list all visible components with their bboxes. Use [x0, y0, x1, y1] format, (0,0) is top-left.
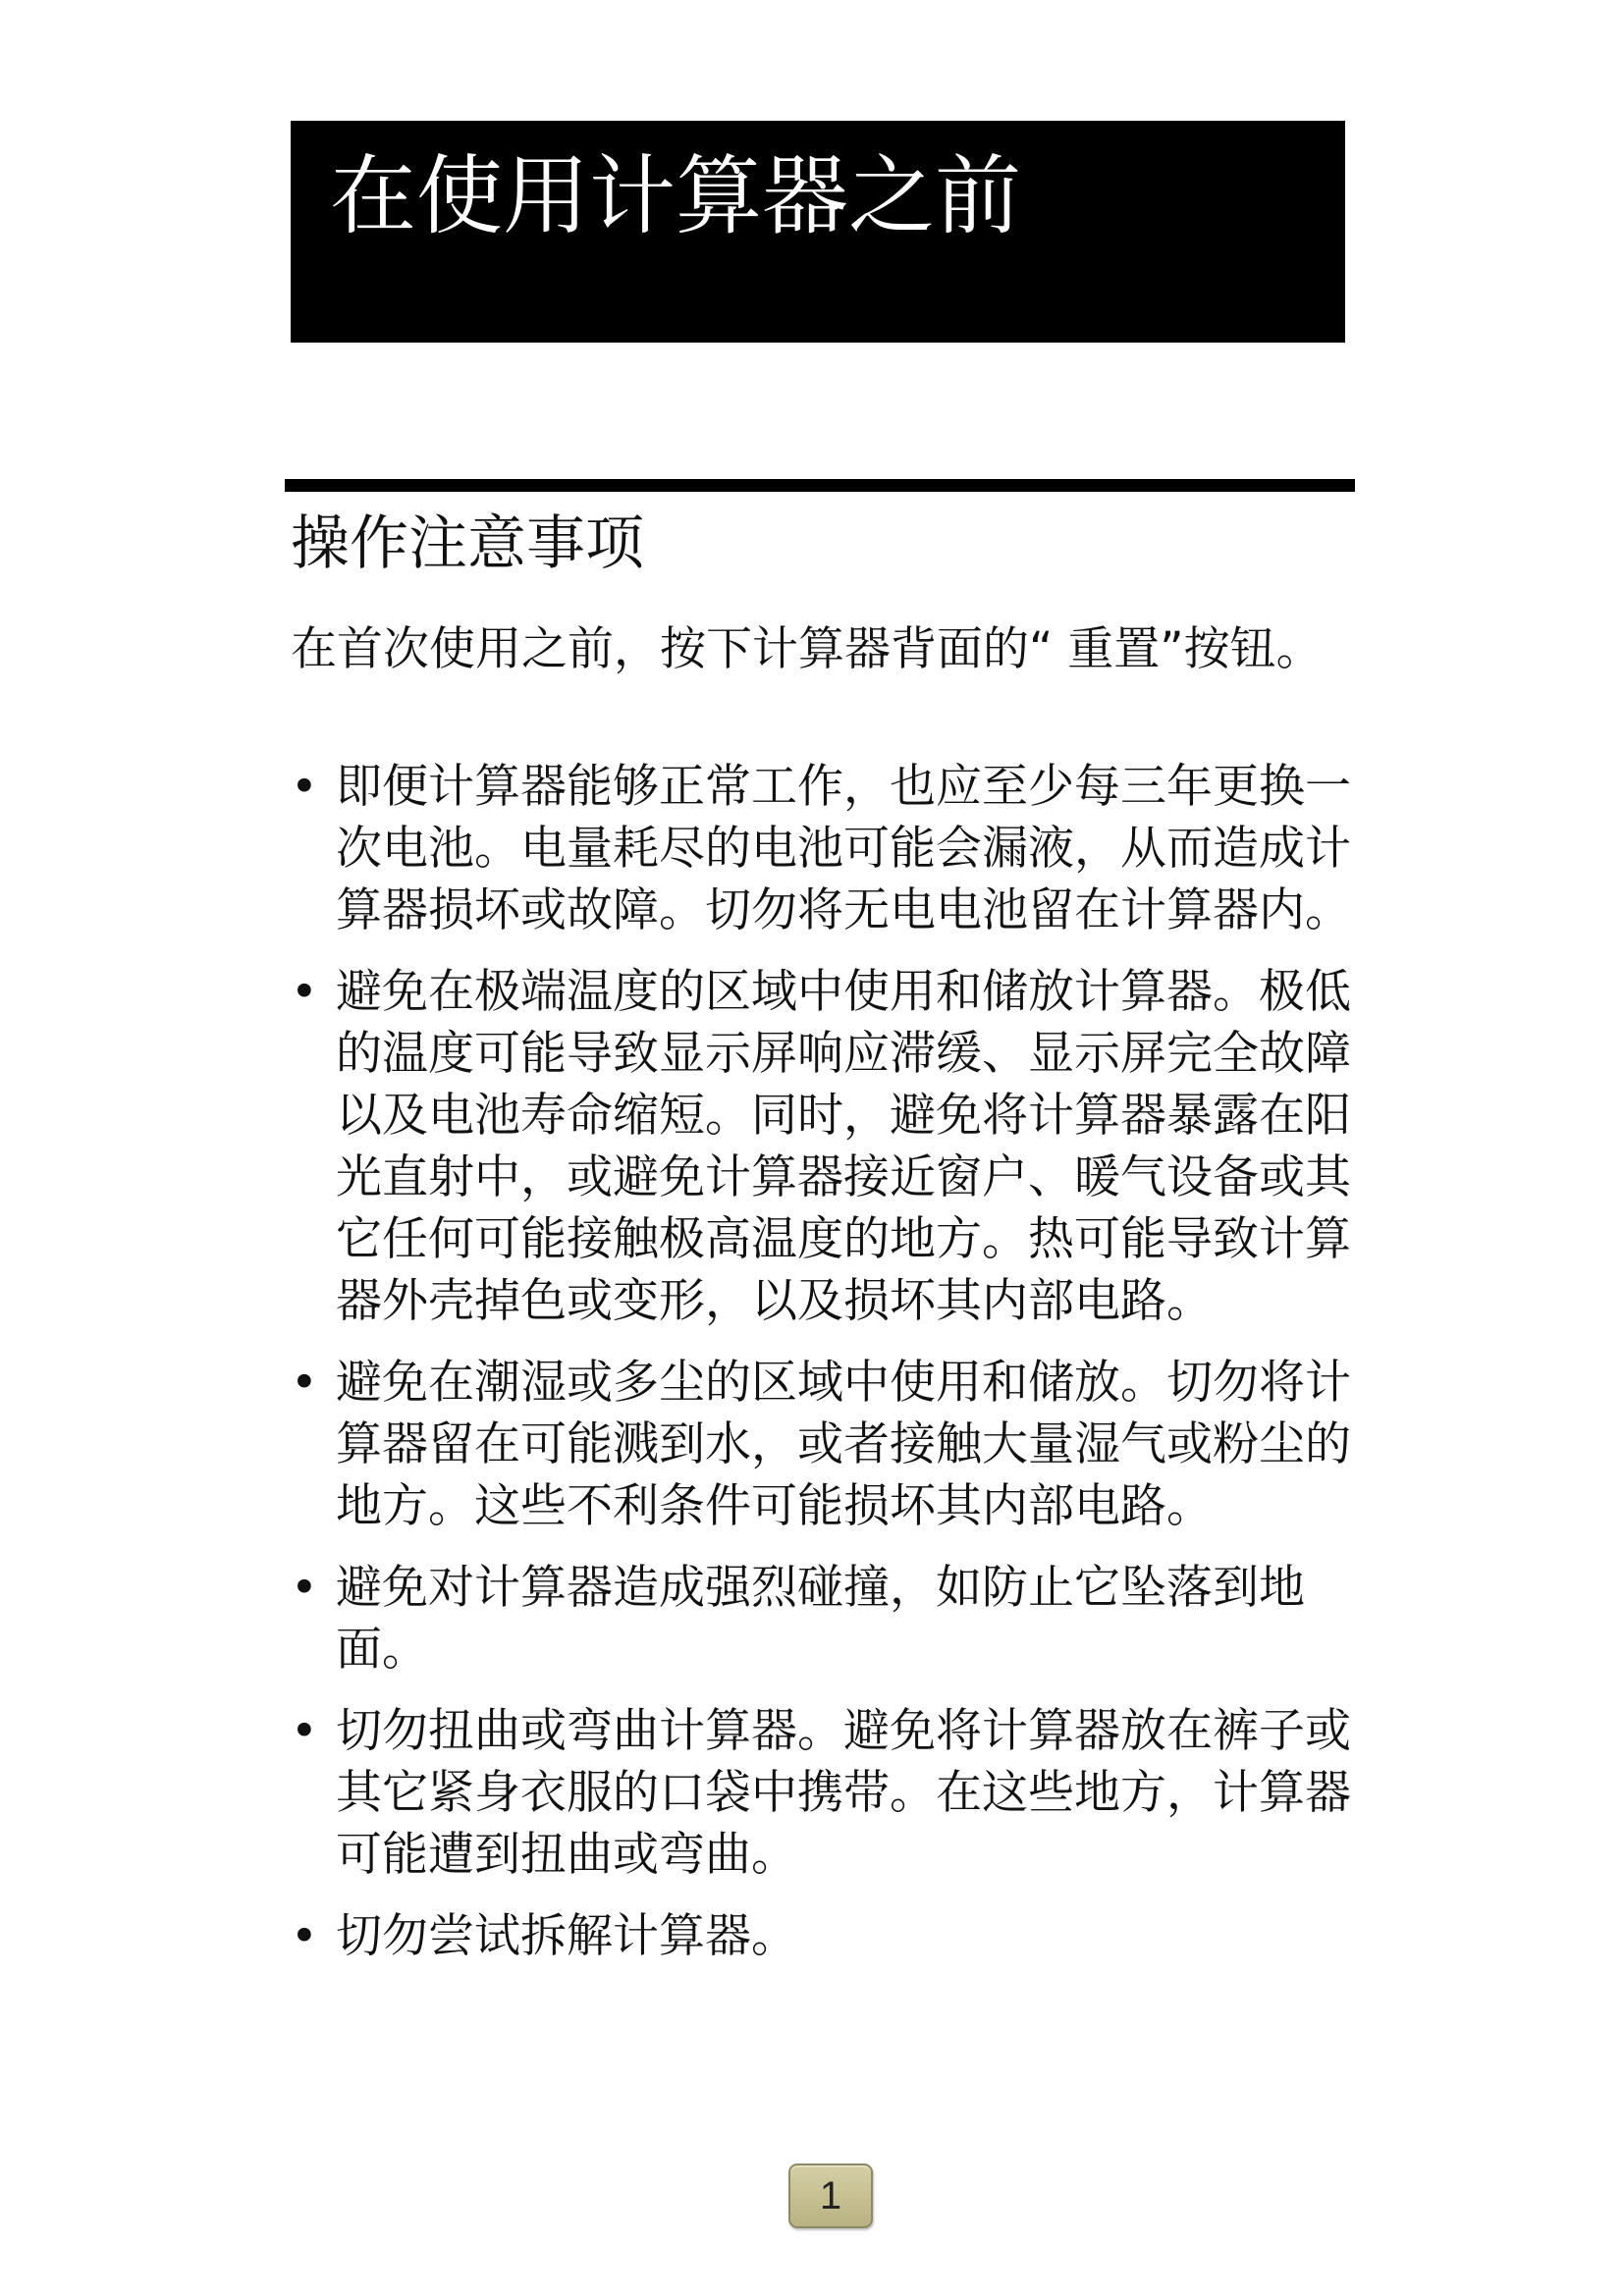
bullet-icon: •	[291, 1356, 318, 1410]
list-item-text: 切勿尝试拆解计算器。	[336, 1909, 797, 1963]
list-item-text: 切勿扭曲或弯曲计算器。避免将计算器放在裤子或其它紧身衣服的口袋中携带。在这些地方，计算器可能遭到扭曲或弯曲。	[336, 1704, 1351, 1882]
title-banner	[291, 121, 1345, 343]
list-item	[291, 1557, 1380, 1681]
page-title: 在使用计算器之前	[330, 145, 1022, 246]
list-item	[291, 961, 1380, 1332]
section-divider	[285, 479, 1355, 492]
list-item	[291, 1905, 1380, 1967]
precautions-list	[291, 756, 1380, 1987]
list-item-text: 即便计算器能够正常工作，也应至少每三年更换一次电池。电量耗尽的电池可能会漏液，从而造成计算器损坏或故障。切勿将无电电池留在计算器内。	[336, 760, 1351, 937]
section-heading: 操作注意事项	[291, 509, 644, 578]
list-item-text: 避免在潮湿或多尘的区域中使用和储放。切勿将计算器留在可能溅到水，或者接触大量湿气或粉尘的地方。这些不利条件可能损坏其内部电路。	[336, 1356, 1351, 1533]
bullet-icon: •	[291, 1561, 318, 1615]
bullet-icon: •	[291, 760, 318, 814]
list-item	[291, 1700, 1380, 1886]
list-item-text: 避免对计算器造成强烈碰撞，如防止它坠落到地面。	[336, 1561, 1305, 1677]
intro-paragraph: 在首次使用之前，按下计算器背面的“ 重置”按钮。	[291, 622, 1323, 676]
bullet-icon: •	[291, 1909, 318, 1963]
bullet-icon: •	[291, 965, 318, 1019]
page-number-badge	[788, 2163, 873, 2228]
list-item	[291, 1352, 1380, 1537]
list-item-text: 避免在极端温度的区域中使用和储放计算器。极低的温度可能导致显示屏响应滞缓、显示屏完全故障以及电池寿命缩短。同时，避免将计算器暴露在阳光直射中，或避免计算器接近窗户、暖气设备或其它任何可能接触极高温度的地方。热可能导致计算器外壳掉色或变形，以及损坏其内部电路。	[336, 965, 1351, 1328]
list-item	[291, 756, 1380, 941]
page-number: 1	[819, 2174, 842, 2217]
bullet-icon: •	[291, 1704, 318, 1758]
